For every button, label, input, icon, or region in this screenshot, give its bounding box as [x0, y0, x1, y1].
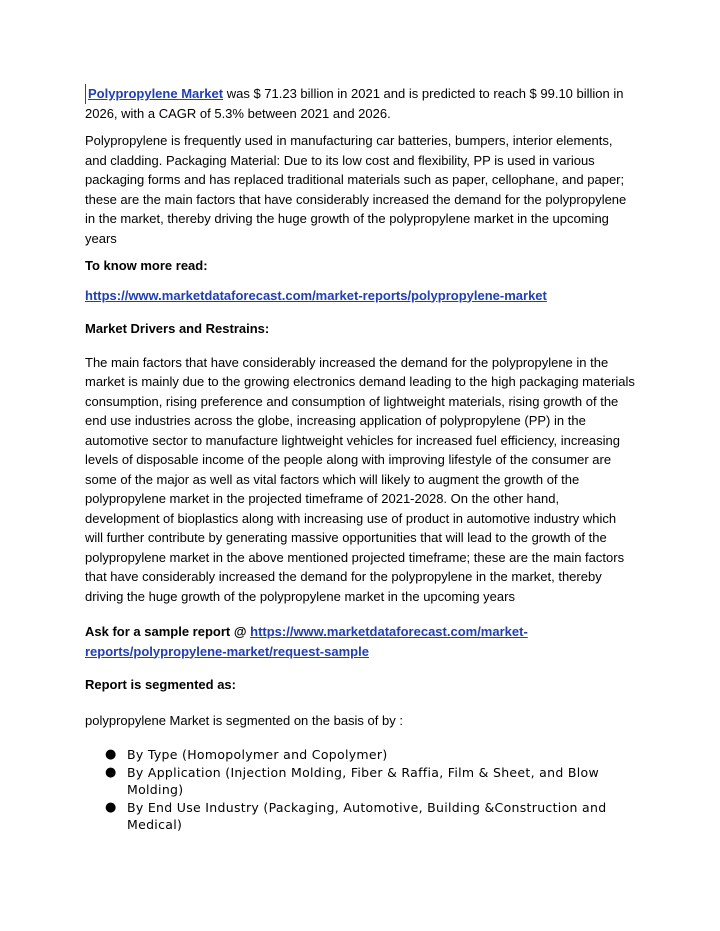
- intro-paragraph: [85, 84, 637, 123]
- market-report-link[interactable]: https://www.marketdataforecast.com/market-reports/polypropylene-market: [85, 287, 547, 303]
- sample-report-label: Ask for a sample report @: [85, 624, 251, 639]
- segment-item-text: By Type (Homopolymer and Copolymer): [127, 747, 388, 762]
- segment-item-text: By Application (Injection Molding, Fiber & Raffia, Film & Sheet, and Blow Molding): [127, 764, 599, 797]
- segment-list: [85, 746, 637, 834]
- drivers-heading: Market Drivers and Restrains:: [85, 321, 270, 336]
- bullet-icon: ●: [105, 764, 117, 780]
- drivers-paragraph: The main factors that have considerably increased the demand for the polypropylene in the market is mainly due to the growing electronics demand leading to the high packaging materials consumption, rising preference and consumption of lightweight materials, rising growth of the end use industries across the globe, increasing application of polypropylene (PP) in the automotive sector to manufacture lightweight vehicles for increased fuel efficiency, increasing levels of disposable income of the people along with improving lifestyle of the consumer are some of the major as well as vital factors which will likely to augment the growth of the polypropylene market in the projected timeframe of 2021-2028. On the other hand, development of bioplastics along with increasing use of product in automotive industry which will further contribute by generating massive opportunities that will lead to the growth of the polypropylene market in the above mentioned projected timeframe; these are the main factors that have considerably increased the demand for the polypropylene in the market, thereby driving the huge growth of the polypropylene market in the upcoming years: [85, 354, 635, 604]
- segmentation-intro: polypropylene Market is segmented on the basis of by :: [85, 712, 403, 728]
- list-item: [105, 799, 637, 834]
- sample-report-link[interactable]: https://www.marketdataforecast.com/market-reports/polypropylene-market/request-sample: [85, 624, 528, 659]
- usage-paragraph: Polypropylene is frequently used in manufacturing car batteries, bumpers, interior elements, and cladding. Packaging Material: Due to its low cost and flexibility, PP is used in various packaging forms and has replaced traditional materials such as paper, cellophane, and paper; these are the main factors that have considerably increased the demand for the polypropylene in the market, thereby driving the huge growth of the polypropylene market in the upcoming years: [85, 133, 627, 246]
- polypropylene-market-link[interactable]: Polypropylene Market: [85, 84, 223, 104]
- bullet-icon: ●: [105, 799, 117, 815]
- list-item: [105, 764, 637, 799]
- know-more-url-paragraph: [85, 286, 637, 306]
- intro-text: was $ 71.23 billion in 2021 and is predicted to reach $ 99.10 billion in 2026, with a CAGR of 5.3% between 2021 and 2026.: [85, 86, 624, 121]
- sample-report-paragraph: [85, 622, 637, 661]
- bullet-icon: ●: [105, 747, 117, 762]
- list-item: [105, 746, 637, 764]
- know-more-label: To know more read:: [85, 258, 208, 273]
- segmentation-heading: Report is segmented as:: [85, 677, 236, 692]
- segment-item-text: By End Use Industry (Packaging, Automotive, Building &Construction and Medical): [127, 799, 607, 832]
- document-page: [85, 84, 637, 834]
